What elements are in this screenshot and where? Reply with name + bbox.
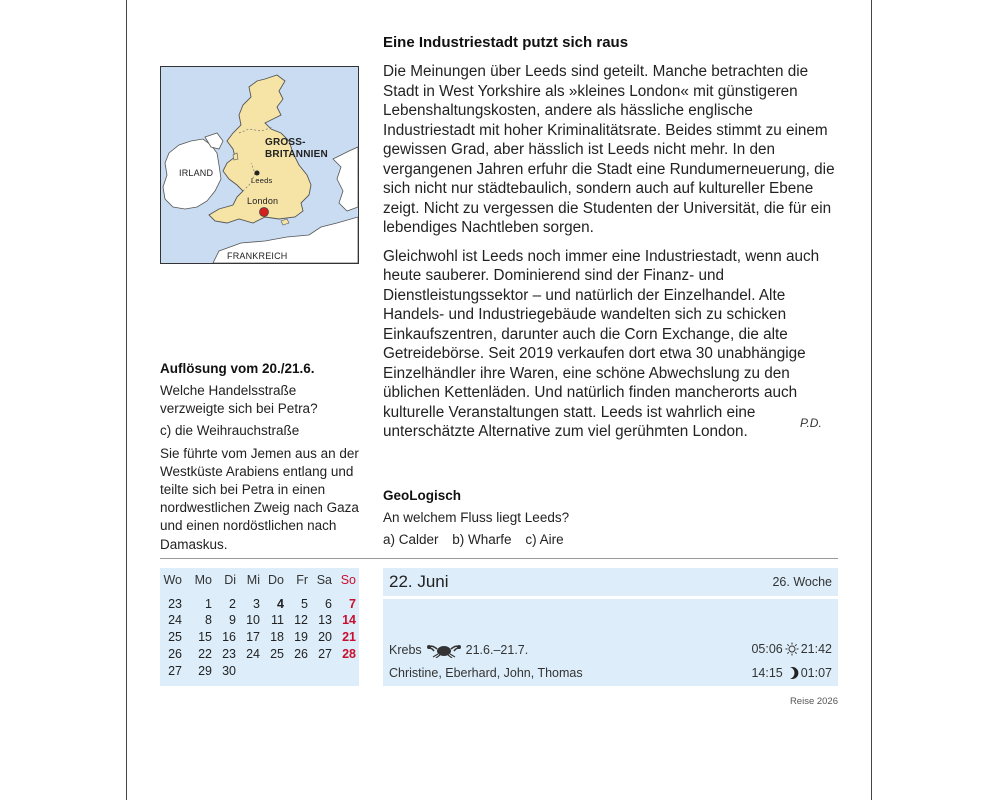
month-calendar <box>160 568 359 686</box>
map-uk <box>160 66 359 264</box>
calendar-week-number: 23 <box>168 597 182 611</box>
calendar-day: 17 <box>246 630 260 644</box>
article-paragraph-2: Gleichwohl ist Leeds noch immer eine Industriestadt, wenn auch heute sauberer. Dominierend sind der Finanz- und Dienstleistungssektor – und natürlich der Einzelhandel. Alte Handels- und Industriegebäude wandelten sich zu schicken Einkaufszentren, darunter auch die Corn Exchange, die alte Getreidebörse. Seit 2019 verkaufen dort etwa 30 unabhängige Einzelhändler ihre Waren, eine schöne Abwechslung zu den üblichen Kettenläden. Und natürlich finden mancherorts auch kulturelle Veranstaltungen statt. Leeds ist wahrlich eine unterschätzte Alternative zum viel gerühmten London. <box>383 247 820 440</box>
calendar-day: 9 <box>229 613 236 627</box>
calendar-header: Di <box>224 573 236 587</box>
calendar-day: 4 <box>277 597 284 611</box>
calendar-header: Fr <box>296 573 308 587</box>
calendar-day: 24 <box>246 647 260 661</box>
sunset-time: 21:42 <box>800 642 832 656</box>
calendar-day: 20 <box>318 630 332 644</box>
day-date: 22. Juni <box>389 572 449 591</box>
calendar-day: 30 <box>222 664 236 678</box>
calendar-header: So <box>340 573 356 587</box>
solution-explanation: Sie führte vom Jemen aus an der Westküste Arabiens entlang und teilte sich bei Petra in einen nordwestlichen Zweig nach Gaza und einen nordöstlichen nach Damaskus. <box>160 445 359 552</box>
calendar-week-number: 26 <box>168 647 182 661</box>
calendar-day: 10 <box>246 613 260 627</box>
zodiac <box>389 642 528 658</box>
quiz-title: GeoLogisch <box>383 488 462 503</box>
calendar-day: 8 <box>205 613 212 627</box>
calendar-day: 14 <box>342 613 356 627</box>
quiz-option: c) Aire <box>525 532 564 547</box>
calendar-header: Wo <box>163 573 182 587</box>
calendar-day: 6 <box>325 597 332 611</box>
calendar-day: 2 <box>229 597 236 611</box>
article-paragraph-1: Die Meinungen über Leeds sind geteilt. Manche betrachten die Stadt in West Yorkshire als »kleines London« mit günstigeren Lebenshaltungskosten, andere als hässliche englische Industriestadt mit hoher Kriminalitätsrate. Beides stimmt zu einem gewissen Grad, aber hässlich ist Leeds nicht mehr. In den vergangenen Jahren erfuhr die Stadt eine Rundumerneuerung, die sich nicht nur städtebaulich, sondern auch auf kultureller Ebene zeigt. Nicht zu vergessen die Studenten der Universität, die für ein lebendiges Nachtleben sorgen. <box>383 63 835 236</box>
moonrise-time: 14:15 <box>751 666 783 680</box>
calendar-header: Mi <box>246 573 260 587</box>
solution-body <box>160 382 360 558</box>
footer-label: Reise 2026 <box>789 696 838 707</box>
calendar-day: 3 <box>253 597 260 611</box>
calendar-day: 13 <box>318 613 332 627</box>
map-label-gb: GROSS- BRITANNIEN <box>265 137 328 160</box>
zodiac-range: 21.6.–21.7. <box>465 643 529 657</box>
calendar-day: 1 <box>205 597 212 611</box>
map-label-ireland: IRLAND <box>179 168 214 178</box>
calendar-header: Mo <box>194 573 212 587</box>
london-marker <box>260 208 269 217</box>
map-label-france: FRANKREICH <box>227 251 288 261</box>
calendar-day: 12 <box>294 613 308 627</box>
sunrise-time: 05:06 <box>751 642 783 656</box>
calendar-day: 21 <box>342 630 356 644</box>
calendar-day: 26 <box>294 647 308 661</box>
calendar-day: 16 <box>222 630 236 644</box>
moon-times <box>751 666 832 680</box>
map-label-leeds: Leeds <box>251 176 273 185</box>
map-graphic <box>161 67 358 263</box>
name-days: Christine, Eberhard, John, Thomas <box>389 666 583 680</box>
article-signature: P.D. <box>800 416 822 430</box>
leeds-marker <box>255 171 260 176</box>
calendar-day: 18 <box>270 630 284 644</box>
calendar-week-number: 24 <box>168 613 182 627</box>
moon-icon <box>785 666 799 680</box>
calendar-day: 23 <box>222 647 236 661</box>
calendar-day: 15 <box>198 630 212 644</box>
quiz-options <box>383 532 574 547</box>
solution-title: Auflösung vom 20./21.6. <box>160 361 315 376</box>
crab-icon <box>426 642 462 658</box>
calendar-day: 19 <box>294 630 308 644</box>
calendar-day: 29 <box>198 664 212 678</box>
calendar-day: 22 <box>198 647 212 661</box>
calendar-day: 28 <box>342 647 356 661</box>
calendar-day: 5 <box>301 597 308 611</box>
quiz-option: b) Wharfe <box>452 532 512 547</box>
calendar-week-number: 27 <box>168 664 182 678</box>
calendar-day: 11 <box>271 613 284 627</box>
day-header <box>383 568 838 596</box>
week-number: 26. Woche <box>772 575 832 589</box>
quiz-question: An welchem Fluss liegt Leeds? <box>383 510 570 525</box>
article-title: Eine Industriestadt putzt sich raus <box>383 34 629 51</box>
day-details <box>383 599 838 686</box>
calendar-day: 25 <box>270 647 284 661</box>
quiz-option: a) Calder <box>383 532 439 547</box>
article-body <box>383 62 843 451</box>
sun-times <box>751 642 832 656</box>
calendar-header: Do <box>268 573 284 587</box>
solution-question: Welche Handelsstraße verzweigte sich bei Petra? <box>160 383 318 417</box>
calendar-header: Sa <box>316 573 332 587</box>
zodiac-name: Krebs <box>389 643 422 657</box>
moonset-time: 01:07 <box>800 666 832 680</box>
calendar-day: 7 <box>349 597 356 611</box>
divider-line <box>160 558 838 559</box>
calendar-week-number: 25 <box>168 630 182 644</box>
sun-icon <box>785 642 799 656</box>
map-label-london: London <box>247 196 279 206</box>
calendar-day: 27 <box>318 647 332 661</box>
solution-answer: c) die Weihrauchstraße <box>160 423 300 439</box>
